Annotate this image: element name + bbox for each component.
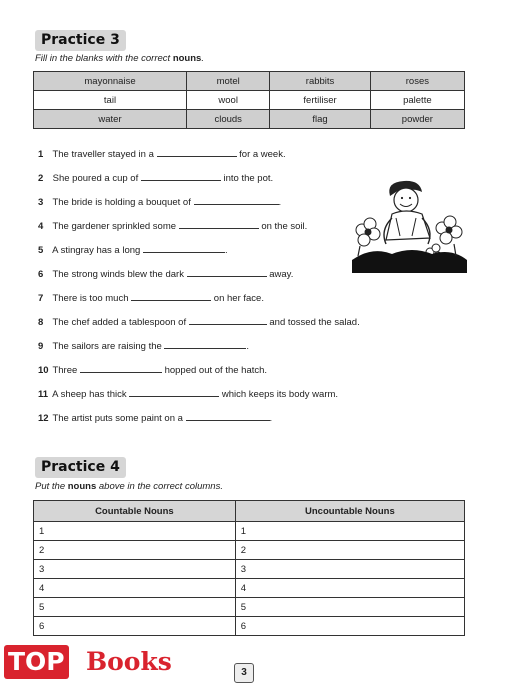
word-cell: motel <box>187 72 270 91</box>
uncountable-cell[interactable]: 5 <box>235 598 464 617</box>
sentence-8: 8 The chef added a tablespoon of and tossed the salad. <box>38 317 360 328</box>
countable-cell[interactable]: 5 <box>34 598 236 617</box>
word-cell: flag <box>270 110 370 129</box>
answer-blank[interactable] <box>189 316 267 325</box>
table-row <box>34 617 465 636</box>
sentence-10: 10 Three hopped out of the hatch. <box>38 365 268 376</box>
sentence-2: 2 She poured a cup of into the pot. <box>38 173 274 184</box>
word-bank-row <box>34 91 465 110</box>
answer-blank[interactable] <box>131 292 211 301</box>
answer-blank[interactable] <box>141 172 221 181</box>
sentence-1: 1 The traveller stayed in a for a week. <box>38 149 286 160</box>
uncountable-cell[interactable]: 6 <box>235 617 464 636</box>
uncountable-cell[interactable]: 1 <box>235 522 464 541</box>
uncountable-cell[interactable]: 4 <box>235 579 464 598</box>
sentence-9: 9 The sailors are raising the . <box>38 341 250 352</box>
word-bank-row <box>34 110 465 129</box>
uncountable-cell[interactable]: 2 <box>235 541 464 560</box>
sentence-6: 6 The strong winds blew the dark away. <box>38 269 294 280</box>
logo-top-text: TOP <box>4 645 69 679</box>
countable-header: Countable Nouns <box>34 501 236 522</box>
logo-books-text: Books <box>86 647 172 676</box>
word-cell: roses <box>370 72 464 91</box>
word-cell: mayonnaise <box>34 72 187 91</box>
countable-cell[interactable]: 6 <box>34 617 236 636</box>
answer-blank[interactable] <box>143 244 225 253</box>
word-cell: tail <box>34 91 187 110</box>
answer-blank[interactable] <box>179 220 259 229</box>
countable-cell[interactable]: 3 <box>34 560 236 579</box>
answer-blank[interactable] <box>186 412 270 421</box>
word-cell: wool <box>187 91 270 110</box>
answer-blank[interactable] <box>194 196 279 205</box>
page-number: 3 <box>234 663 254 683</box>
countable-cell[interactable]: 4 <box>34 579 236 598</box>
practice3-title: Practice 3 <box>35 30 126 51</box>
table-row <box>34 560 465 579</box>
answer-blank[interactable] <box>157 148 237 157</box>
sentence-4: 4 The gardener sprinkled some on the soil. <box>38 221 308 232</box>
noun-columns-table <box>33 500 465 636</box>
header-row <box>34 501 465 522</box>
countable-cell[interactable]: 1 <box>34 522 236 541</box>
answer-blank[interactable] <box>129 388 219 397</box>
practice4-title: Practice 4 <box>35 457 126 478</box>
word-bank-row <box>34 72 465 91</box>
sentence-3: 3 The bride is holding a bouquet of . <box>38 197 282 208</box>
sentence-7: 7 There is too much on her face. <box>38 293 264 304</box>
gardener-illustration <box>352 178 467 273</box>
sentence-11: 11 A sheep has thick which keeps its body warm. <box>38 389 339 400</box>
table-row <box>34 598 465 617</box>
sentence-5: 5 A stingray has a long . <box>38 245 228 256</box>
table-row <box>34 541 465 560</box>
countable-cell[interactable]: 2 <box>34 541 236 560</box>
word-cell: clouds <box>187 110 270 129</box>
word-cell: powder <box>370 110 464 129</box>
word-bank-table <box>33 71 465 129</box>
practice4-instruction: Put the nouns above in the correct columns. <box>35 481 223 492</box>
answer-blank[interactable] <box>187 268 267 277</box>
word-cell: palette <box>370 91 464 110</box>
word-cell: rabbits <box>270 72 370 91</box>
table-row <box>34 579 465 598</box>
answer-blank[interactable] <box>164 340 246 349</box>
answer-blank[interactable] <box>80 364 162 373</box>
practice3-instruction: Fill in the blanks with the correct nouns. <box>35 53 204 64</box>
word-cell: water <box>34 110 187 129</box>
word-cell: fertiliser <box>270 91 370 110</box>
uncountable-cell[interactable]: 3 <box>235 560 464 579</box>
uncountable-header: Uncountable Nouns <box>235 501 464 522</box>
table-row <box>34 522 465 541</box>
sentence-12: 12 The artist puts some paint on a . <box>38 413 273 424</box>
